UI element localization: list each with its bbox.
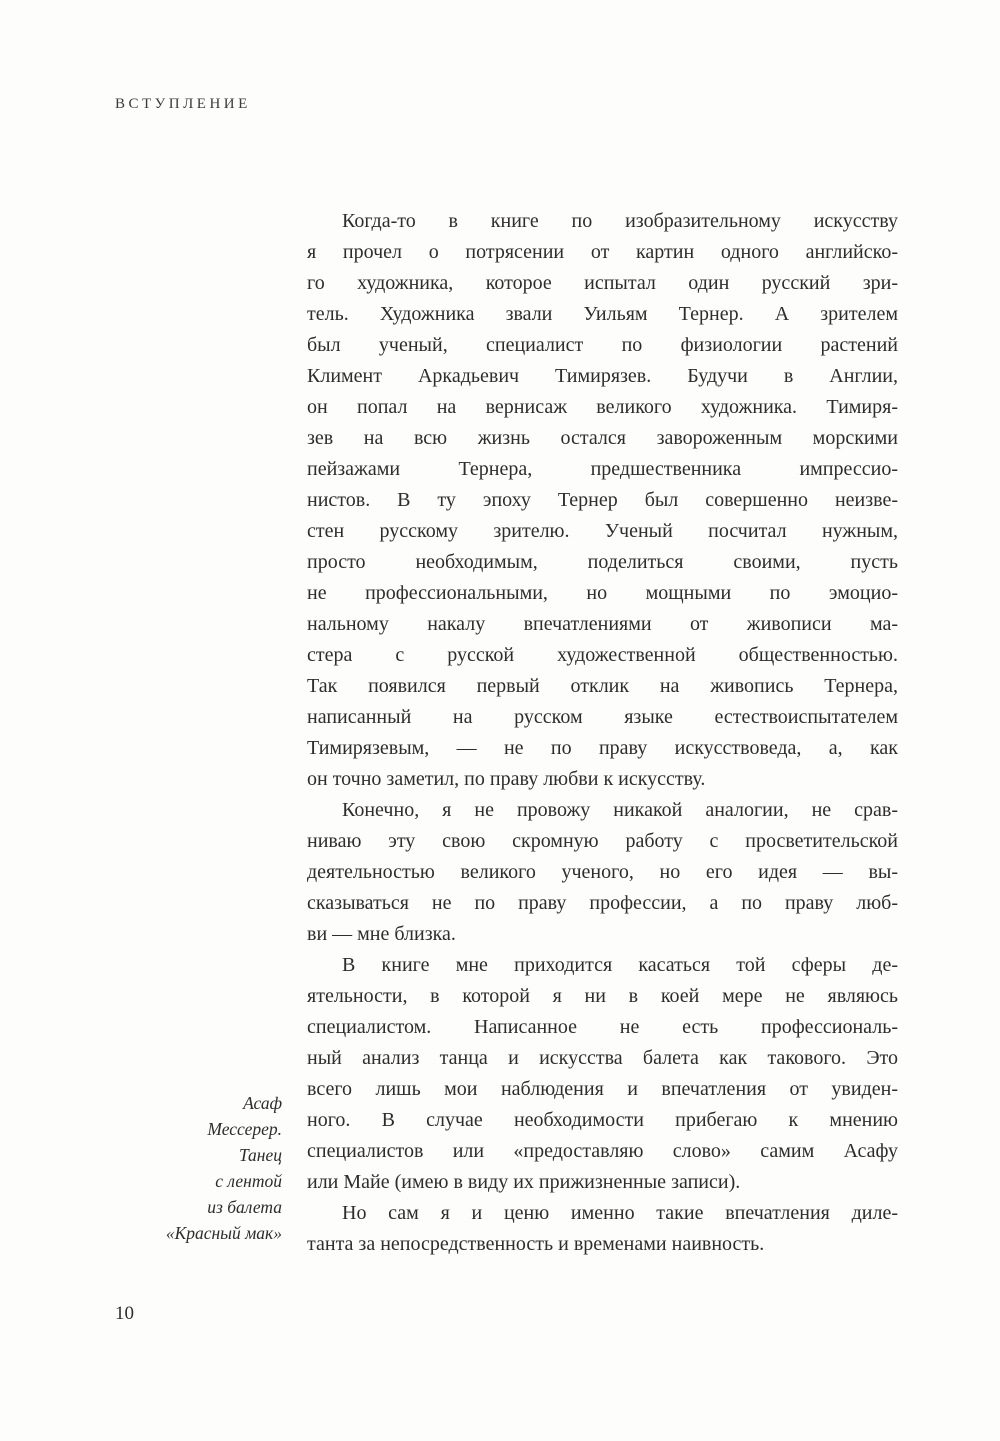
text-line: В книге мне приходится касаться той сферы де- <box>342 954 898 976</box>
text-line: ви — мне близка. <box>307 923 456 945</box>
text-line: Тимирязевым, — не по праву искусствоведа, а, как <box>307 737 898 759</box>
text-line: пейзажами Тернера, предшественника импрессио- <box>307 458 898 480</box>
text-line: всего лишь мои наблюдения и впечатления от увиден- <box>307 1078 898 1100</box>
text-line: он точно заметил, по праву любви к искусству. <box>307 768 706 790</box>
text-line: Когда-то в книге по изобразительному искусству <box>342 210 898 232</box>
caption-line: Танец <box>238 1145 282 1165</box>
text-line: го художника, которое испытал один русский зри- <box>307 272 898 294</box>
caption-line: Асаф <box>243 1093 282 1113</box>
text-line: сказываться не по праву профессии, а по праву люб- <box>307 892 898 914</box>
text-line: нистов. В ту эпоху Тернер был совершенно неизве- <box>307 489 898 511</box>
text-line: тель. Художника звали Уильям Тернер. А зрителем <box>307 303 898 325</box>
caption-line: с лентой <box>215 1171 282 1191</box>
text-line: был ученый, специалист по физиологии растений <box>307 334 898 356</box>
text-line: Так появился первый отклик на живопись Тернера, <box>307 675 898 697</box>
text-line: он попал на вернисаж великого художника. Тимиря- <box>307 396 898 418</box>
caption-line: «Красный мак» <box>165 1223 282 1243</box>
text-line: специалистов или «предоставляю слово» самим Асафу <box>307 1140 898 1162</box>
text-line: нальному накалу впечатлениями от живописи ма- <box>307 613 898 635</box>
caption-line: из балета <box>207 1197 282 1217</box>
text-line: Конечно, я не провожу никакой аналогии, не срав- <box>342 799 898 821</box>
photo-caption <box>90 1090 282 1246</box>
text-line: Климент Аркадьевич Тимирязев. Будучи в Англии, <box>307 365 898 387</box>
text-line: деятельностью великого ученого, но его идея — вы- <box>307 861 898 883</box>
text-line: специалистом. Написанное не есть профессиональ- <box>307 1016 898 1038</box>
body-text <box>307 206 898 1260</box>
text-line: стера с русской художественной общественностью. <box>307 644 898 666</box>
text-line: ный анализ танца и искусства балета как такового. Это <box>307 1047 898 1069</box>
text-line: Но сам я и ценю именно такие впечатления диле- <box>342 1202 898 1224</box>
text-line: ниваю эту свою скромную работу с просветительской <box>307 830 898 852</box>
page-number: 10 <box>115 1303 134 1324</box>
text-line: просто необходимым, поделиться своими, пусть <box>307 551 898 573</box>
running-header: ВСТУПЛЕНИЕ <box>115 96 251 112</box>
text-line: я прочел о потрясении от картин одного английско- <box>307 241 898 263</box>
text-line: или Майе (имею в виду их прижизненные записи). <box>307 1171 741 1193</box>
caption-line: Мессерер. <box>207 1119 282 1139</box>
text-line: ятельности, в которой я ни в коей мере не являюсь <box>307 985 898 1007</box>
text-line: написанный на русском языке естествоиспытателем <box>307 706 898 728</box>
text-line: танта за непосредственность и временами наивность. <box>307 1233 765 1255</box>
text-line: стен русскому зрителю. Ученый посчитал нужным, <box>307 520 898 542</box>
text-line: ного. В случае необходимости прибегаю к мнению <box>307 1109 898 1131</box>
text-line: не профессиональными, но мощными по эмоцио- <box>307 582 898 604</box>
text-line: зев на всю жизнь остался завороженным морскими <box>307 427 898 449</box>
